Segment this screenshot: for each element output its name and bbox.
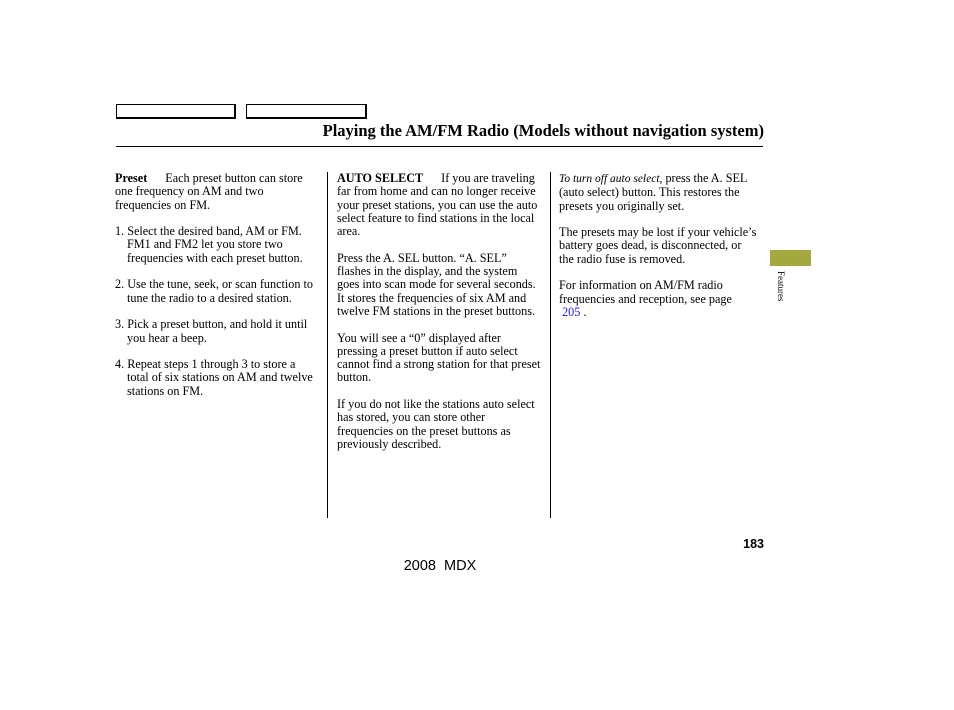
preset-step: 4. Repeat steps 1 through 3 to store a total of six stations on AM and twelve stations on FM. — [115, 357, 313, 398]
preset-step: 2. Use the tune, seek, or scan function to tune the radio to a desired station. — [115, 277, 313, 305]
auto-select-heading: AUTO SELECT — [337, 171, 424, 185]
features-tab[interactable] — [770, 250, 811, 266]
preset-intro-text: Each preset button can store one frequency on AM and two frequencies on FM. — [115, 171, 303, 212]
auto-select-paragraph: If you do not like the stations auto select has stored, you can store other frequencies on the preset buttons as previously described. — [337, 397, 535, 451]
preset-step: 1. Select the desired band, AM or FM. FM1 and FM2 let you store two frequencies with each preset button. — [115, 224, 303, 265]
preset-intro — [115, 172, 320, 212]
preset-heading: Preset — [115, 171, 148, 185]
footer-model: 2008 MDX — [403, 558, 477, 574]
turn-off-italic: To turn off auto select, — [559, 173, 663, 185]
page-number: 183 — [743, 537, 764, 551]
reference-text: For information on AM/FM radio frequencies and reception, see page — [559, 278, 732, 306]
auto-select-paragraph: You will see a “0” displayed after pressing a preset button if auto select cannot find a strong station for that preset button. — [337, 330, 541, 385]
column-notes — [559, 172, 759, 333]
features-tab-label: Features — [776, 271, 786, 302]
turn-off-paragraph — [559, 172, 759, 213]
column-auto-select — [337, 172, 542, 465]
preset-step: 3. Pick a preset button, and hold it until you hear a beep. — [115, 317, 308, 345]
column-preset — [115, 172, 320, 411]
page-205-link[interactable]: 205 — [562, 304, 581, 319]
page-title: Playing the AM/FM Radio (Models without navigation system) — [322, 121, 764, 140]
auto-select-paragraph: Press the A. SEL button. “A. SEL” flashes in the display, and the system goes into scan mode for several seconds. It stores the frequencies of six AM and twelve FM stations in the preset buttons. — [337, 250, 536, 318]
nav-button-2[interactable] — [246, 104, 367, 119]
column-divider — [327, 172, 328, 518]
nav-button-1[interactable] — [116, 104, 236, 119]
column-divider — [550, 172, 551, 518]
auto-select-intro — [337, 172, 542, 238]
turn-off-text: press the A. SEL (auto select) button. This restores the presets you originally set. — [559, 171, 747, 213]
title-rule — [116, 146, 763, 147]
presets-lost-paragraph: The presets may be lost if your vehicle’s battery goes dead, is disconnected, or the radio fuse is removed. — [559, 225, 757, 266]
auto-select-intro-text: If you are traveling far from home and can no longer receive your preset stations, you can use the auto select feature to find stations in the local area. — [337, 171, 538, 239]
reference-end: . — [580, 304, 587, 319]
reference-paragraph — [559, 279, 759, 319]
